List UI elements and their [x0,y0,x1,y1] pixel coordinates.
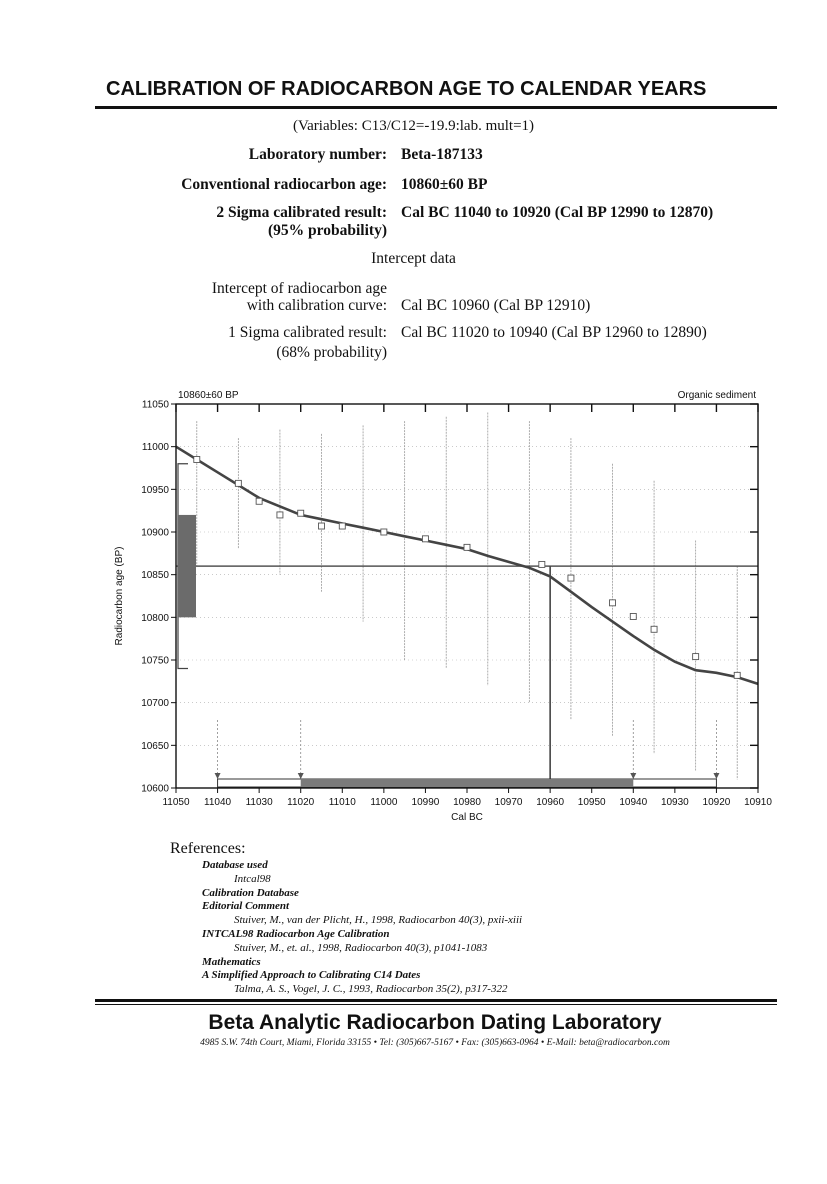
x-tick-label: 10950 [577,797,606,808]
x-tick-label: 11030 [245,797,273,808]
curve-marker [381,529,387,535]
curve-marker [630,613,636,619]
curve-marker [568,575,574,581]
curve-marker [693,654,699,660]
x-tick-label: 10980 [453,797,481,808]
y-tick-label: 10800 [141,612,169,624]
y-tick-label: 10600 [141,783,169,795]
intercept-value: Cal BC 10960 (Cal BP 12910) [401,297,591,314]
calibration-curve [176,447,758,684]
reference-line: Mathematics [202,955,261,968]
footer-rule-thin [95,1004,777,1005]
x-tick-label: 10920 [702,797,731,808]
reference-line: Stuiver, M., van der Plicht, H., 1998, Radiocarbon 40(3), pxii-xiii [234,914,523,927]
range-marker [713,773,719,779]
y-tick-label: 10950 [141,484,169,496]
intercept-label-line1: Intercept of radiocarbon age [211,280,387,297]
reference-line: A Simplified Approach to Calibrating C14 Dates [202,969,421,982]
curve-marker [319,523,325,529]
reference-line: Database used [202,859,268,871]
plot-frame [176,404,758,788]
range-marker [630,773,636,779]
y-tick-label: 10700 [141,698,169,710]
lab-number-value: Beta-187133 [401,146,483,163]
curve-marker [734,672,740,678]
x-tick-label: 10990 [411,797,440,808]
x-tick-label: 11020 [287,797,315,808]
one-sigma-probability: (68% probability) [276,344,387,361]
curve-marker [539,561,545,567]
references-heading: References: [170,840,246,857]
y-tick-label: 11000 [141,442,169,454]
curve-marker [235,480,241,486]
curve-marker [651,626,657,632]
reference-line: Calibration Database [202,886,299,899]
y-tick-label: 10900 [141,527,169,539]
one-sigma-value: Cal BC 11020 to 10940 (Cal BP 12960 to 12890) [401,324,707,341]
one-sigma-label: 1 Sigma calibrated result: [228,324,387,341]
curve-marker [298,510,304,516]
x-tick-label: 10930 [660,797,689,808]
chart-top-left-label: 10860±60 BP [178,390,239,401]
two-sigma-probability: (95% probability) [268,222,387,239]
curve-marker [464,544,470,550]
curve-marker [277,512,283,518]
calibration-chart [100,380,780,830]
reference-line: Intcal98 [234,872,271,885]
y-tick-label: 11050 [141,399,169,411]
conventional-age-label: Conventional radiocarbon age: [181,176,387,193]
x-tick-label: 10970 [494,797,523,808]
two-sigma-label: 2 Sigma calibrated result: [216,204,387,221]
footer-rule [95,999,777,1002]
reference-line: INTCAL98 Radiocarbon Age Calibration [202,928,390,940]
x-tick-label: 10940 [619,797,648,808]
lab-address: 4985 S.W. 74th Court, Miami, Florida 33155 • Tel: (305)667-5167 • Fax: (305)663-0964 • E-Mail: beta@radiocarbon.com [200,1038,670,1048]
chart-top-right-label: Organic sediment [677,390,756,401]
y-tick-label: 10650 [141,740,169,752]
x-tick-label: 10960 [536,797,565,808]
variables-line: (Variables: C13/C12=-19.9:lab. mult=1) [292,118,535,134]
reference-line: Talma, A. S., Vogel, J. C., 1993, Radiocarbon 35(2), p317-322 [234,983,508,996]
x-tick-label: 11050 [162,797,190,808]
y-tick-label: 10750 [141,655,169,667]
curve-marker [339,523,345,529]
curve-marker [194,456,200,462]
x-tick-label: 10910 [744,797,772,808]
reference-line: Stuiver, M., et. al., 1998, Radiocarbon 40(3), p1041-1083 [234,941,488,954]
title-rule [95,106,777,109]
x-axis-label: Cal BC [451,812,483,823]
range-marker [215,773,221,779]
page-title: CALIBRATION OF RADIOCARBON AGE TO CALENDAR YEARS [106,78,707,100]
x-tick-label: 11010 [328,797,356,808]
x-tick-label: 11040 [204,797,232,808]
x-tick-label: 11000 [370,797,398,808]
intercept-heading: Intercept data [371,250,456,267]
curve-marker [422,536,428,542]
curve-marker [610,600,616,606]
y-axis-label: Radiocarbon age (BP) [114,546,125,646]
one-sigma-range-bar [301,779,634,787]
lab-name: Beta Analytic Radiocarbon Dating Laboratory [208,1011,662,1034]
y-tick-label: 10850 [141,570,169,582]
intercept-label-line2: with calibration curve: [246,297,387,314]
lab-number-label: Laboratory number: [248,146,387,163]
range-marker [298,773,304,779]
one-sigma-block [178,515,196,617]
conventional-age-value: 10860±60 BP [401,176,488,193]
reference-line: Editorial Comment [202,900,290,913]
curve-marker [256,498,262,504]
two-sigma-value: Cal BC 11040 to 10920 (Cal BP 12990 to 12870) [401,204,714,221]
